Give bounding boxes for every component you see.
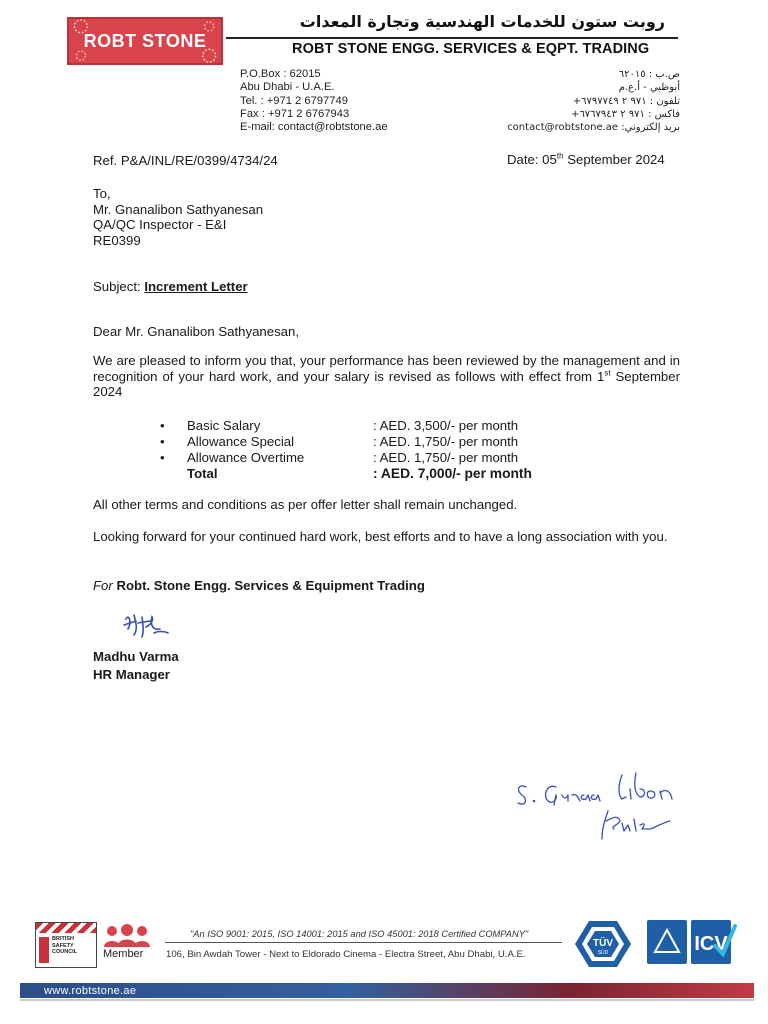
logo-text: ROBT STONE [83, 31, 207, 51]
signer-block [93, 648, 179, 684]
website-link[interactable]: www.robtstone.ae [44, 985, 137, 997]
email-ar [470, 121, 680, 134]
tuv-sub: SÜD [597, 950, 609, 956]
salary-item [160, 450, 580, 466]
iso-certification-line: "An ISO 9001: 2015, ISO 14001: 2015 and ISO 45001: 2018 Certified COMPANY" [190, 929, 529, 939]
telephone: Tel. : +971 2 6797749 [240, 94, 348, 107]
british-safety-council-logo: BRITISH SAFETY COUNCIL [35, 922, 97, 968]
for-company-line: For Robt. Stone Engg. Services & Equipment Trading [93, 578, 425, 593]
email-address: contact@robtstone.ae [507, 122, 619, 134]
tuv-text: TÜV [593, 938, 613, 949]
email: E-mail: contact@robtstone.ae [240, 121, 388, 134]
recipient-block [93, 186, 263, 249]
city: Abu Dhabi - U.A.E. [240, 81, 335, 94]
telephone-ar: تلفون : ٩٧١ ٢ ٦٧٩٧٧٤٩+ [572, 95, 680, 107]
salary-value: : AED. 3,500/- per month [373, 418, 519, 433]
company-logo [67, 17, 223, 65]
salary-total [160, 466, 580, 482]
salary-item [160, 434, 580, 450]
subject-line: Subject: Increment Letter [93, 279, 248, 294]
bullet-icon: • [160, 450, 165, 465]
city-ar: أبوظبي - أ.ع.م [618, 82, 680, 94]
signer-title: HR Manager [93, 667, 170, 682]
arabic-company-name: روبت ستون للخدمات الهندسية وتجارة المعدات [299, 12, 665, 31]
pobox-ar: ص.ب : ٦٢٠١٥ [618, 69, 680, 80]
fax: Fax : +971 2 6767943 [240, 107, 350, 120]
header-divider [226, 37, 678, 39]
bullet-icon: • [160, 418, 165, 433]
salary-value: : AED. 1,750/- per month [373, 450, 519, 465]
email-label-ar: بريد إلكتروني: [621, 122, 680, 134]
recipient-name: Mr. Gnanalibon Sathyanesan [93, 201, 264, 217]
paragraph-closing: Looking forward for your continued hard work, best efforts and to have a long association with you. [93, 529, 668, 544]
salary-label: Allowance Special [187, 434, 295, 449]
pobox: P.O.Box : 62015 [240, 68, 321, 80]
total-label: Total [187, 466, 218, 481]
company-name: ROBT STONE ENGG. SERVICES & EQPT. TRADING [292, 41, 650, 57]
employee-id: RE0399 [93, 233, 141, 249]
handwritten-ack-text: S. Gnana Libon [510, 765, 517, 766]
member-label: Member [103, 948, 144, 960]
salary-item [160, 418, 580, 434]
icv-text: ICV [694, 933, 728, 955]
paragraph-terms: All other terms and conditions as per offer letter shall remain unchanged. [93, 497, 518, 512]
to-line: To, [93, 186, 111, 201]
hr-signature [120, 609, 172, 643]
salary-value: : AED. 1,750/- per month [373, 434, 519, 449]
letter-date: Date: 05th September 2024 [507, 151, 665, 167]
salary-label: Basic Salary [187, 418, 261, 433]
contact-block-en [240, 68, 388, 134]
paragraph-intro: We are pleased to inform you that, your performance has been reviewed by the management and in recognition of your hard work, and your salary is revised as follows with effect from 1st September 2024 [93, 353, 680, 400]
salutation: Dear Mr. Gnanalibon Sathyanesan, [93, 324, 299, 339]
bullet-icon: • [160, 434, 165, 449]
reference-number: Ref. P&A/INL/RE/0399/4734/24 [93, 153, 278, 168]
footer-divider [165, 942, 562, 943]
office-address: 106, Bin Awdah Tower - Next to Eldorado Cinema - Electra Street, Abu Dhabi, U.A.E. [166, 949, 526, 960]
signer-name: Madhu Varma [93, 649, 179, 664]
icv-logo [645, 916, 737, 968]
recipient-title: QA/QC Inspector - E&I [93, 217, 227, 233]
salary-label: Allowance Overtime [187, 450, 305, 465]
employee-acknowledgement-signature [510, 765, 700, 845]
footer-band-underline [20, 999, 754, 1001]
contact-block-ar [470, 68, 680, 134]
hazard-stripe-icon [36, 923, 96, 933]
salary-breakdown [160, 418, 580, 482]
fax-ar: فاكس : ٩٧١ ٢ ٦٧٦٧٩٤٣+ [571, 108, 680, 120]
total-value: : AED. 7,000/- per month [373, 466, 532, 481]
bsc-mark-icon [39, 937, 49, 963]
tuv-sud-logo [573, 919, 633, 969]
subject-value: Increment Letter [144, 279, 248, 294]
